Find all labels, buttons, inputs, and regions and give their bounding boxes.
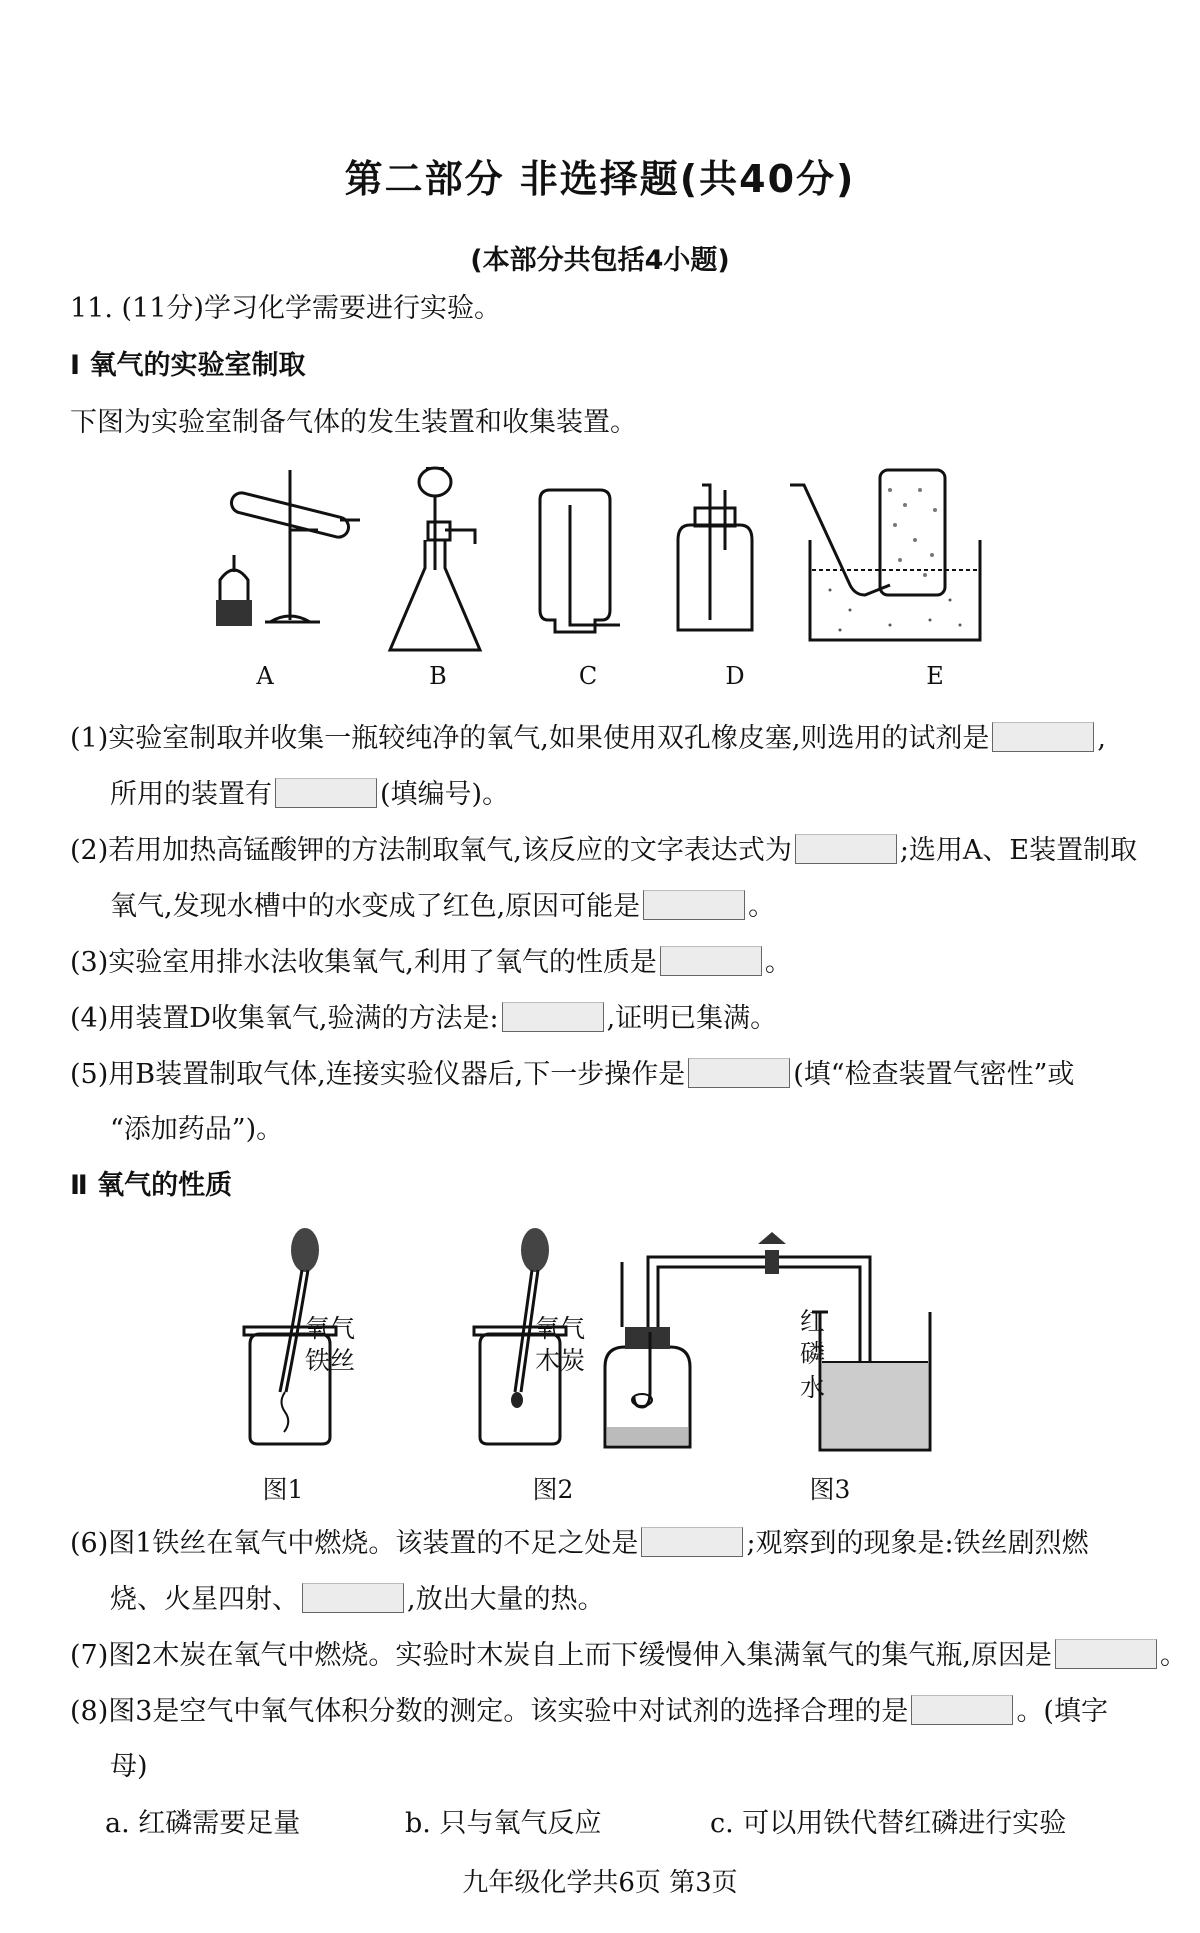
figure-3-drawing [605, 1232, 930, 1450]
figure-3-label-red: 红 [800, 1307, 826, 1336]
apparatus-diagram [190, 460, 1020, 670]
question-4: (4)用装置D收集氧气,验满的方法是: ,证明已集满。 [70, 1003, 778, 1034]
answer-blank-8 [911, 1695, 1013, 1725]
answer-blank-1b [275, 778, 377, 808]
apparatus-label-d: D [725, 662, 745, 690]
question-7: (7)图2木炭在氧气中燃烧。实验时木炭自上而下缓慢伸入集满氧气的集气瓶,原因是 。 [70, 1640, 1188, 1671]
part-2-title: Ⅱ 氧气的性质 [70, 1170, 233, 1201]
apparatus-label-a: A [256, 662, 274, 690]
figure-1-label-iron-wire: 铁丝 [305, 1346, 356, 1375]
apparatus-c-drawing [540, 490, 620, 632]
answer-blank-2b [643, 890, 745, 920]
question-1-line-1: (1)实验室制取并收集一瓶较纯净的氧气,如果使用双孔橡皮塞,则选用的试剂是 , [70, 723, 1107, 754]
answer-blank-7 [1055, 1639, 1157, 1669]
part-1-title: Ⅰ 氧气的实验室制取 [70, 350, 306, 381]
question-8-line-1: (8)图3是空气中氧气体积分数的测定。该实验中对试剂的选择合理的是 。(填字 [70, 1696, 1108, 1727]
question-2-line-1: (2)若用加热高锰酸钾的方法制取氧气,该反应的文字表达式为 ;选用A、E装置制取 [70, 835, 1138, 866]
option-a: a. 红磷需要足量 [105, 1808, 301, 1839]
figure-3-label-water: 水 [800, 1373, 826, 1402]
page-footer: 九年级化学共6页 第3页 [462, 1868, 738, 1898]
apparatus-b-drawing [390, 468, 480, 650]
apparatus-a-drawing [216, 470, 360, 626]
question-6-line-2: 烧、火星四射、 ,放出大量的热。 [110, 1584, 605, 1615]
figure-3-caption: 图3 [809, 1475, 851, 1504]
option-c: c. 可以用铁代替红磷进行实验 [710, 1808, 1067, 1839]
apparatus-label-e: E [926, 662, 944, 690]
section-title: 第二部分 非选择题(共40分) [344, 157, 856, 201]
question-1-line-2: 所用的装置有 (填编号)。 [110, 779, 510, 810]
apparatus-label-b: B [429, 662, 447, 690]
apparatus-d-drawing [678, 485, 752, 630]
answer-blank-6b [302, 1583, 404, 1613]
question-11-stem: 11. (11分)学习化学需要进行实验。 [70, 293, 501, 324]
question-8-line-2: 母) [110, 1751, 148, 1782]
question-5-line-2: “添加药品”)。 [110, 1114, 284, 1145]
answer-blank-1a [992, 722, 1094, 752]
answer-blank-6a [641, 1527, 743, 1557]
figure-2-label-oxygen: 氧气 [535, 1314, 586, 1343]
question-6-line-1: (6)图1铁丝在氧气中燃烧。该装置的不足之处是 ;观察到的现象是:铁丝剧烈燃 [70, 1528, 1089, 1559]
option-b: b. 只与氧气反应 [405, 1808, 602, 1839]
apparatus-label-c: C [578, 662, 598, 690]
question-2-line-2: 氧气,发现水槽中的水变成了红色,原因可能是 。 [110, 891, 776, 922]
section-subtitle: (本部分共包括4小题) [470, 245, 730, 276]
apparatus-e-drawing [790, 470, 980, 640]
figure-2-caption: 图2 [532, 1475, 574, 1504]
answer-blank-2a [795, 834, 897, 864]
answer-blank-3 [660, 946, 762, 976]
figure-1-caption: 图1 [262, 1475, 304, 1504]
figure-1-label-oxygen: 氧气 [305, 1314, 356, 1343]
figure-3-label-phosphorus: 磷 [800, 1339, 826, 1368]
answer-blank-4 [502, 1002, 604, 1032]
answer-blank-5 [688, 1058, 790, 1088]
figure-2-label-charcoal: 木炭 [535, 1346, 586, 1375]
part-1-intro: 下图为实验室制备气体的发生装置和收集装置。 [70, 407, 637, 438]
question-5-line-1: (5)用B装置制取气体,连接实验仪器后,下一步操作是 (填“检查装置气密性”或 [70, 1059, 1075, 1090]
question-3: (3)实验室用排水法收集氧气,利用了氧气的性质是 。 [70, 947, 792, 978]
